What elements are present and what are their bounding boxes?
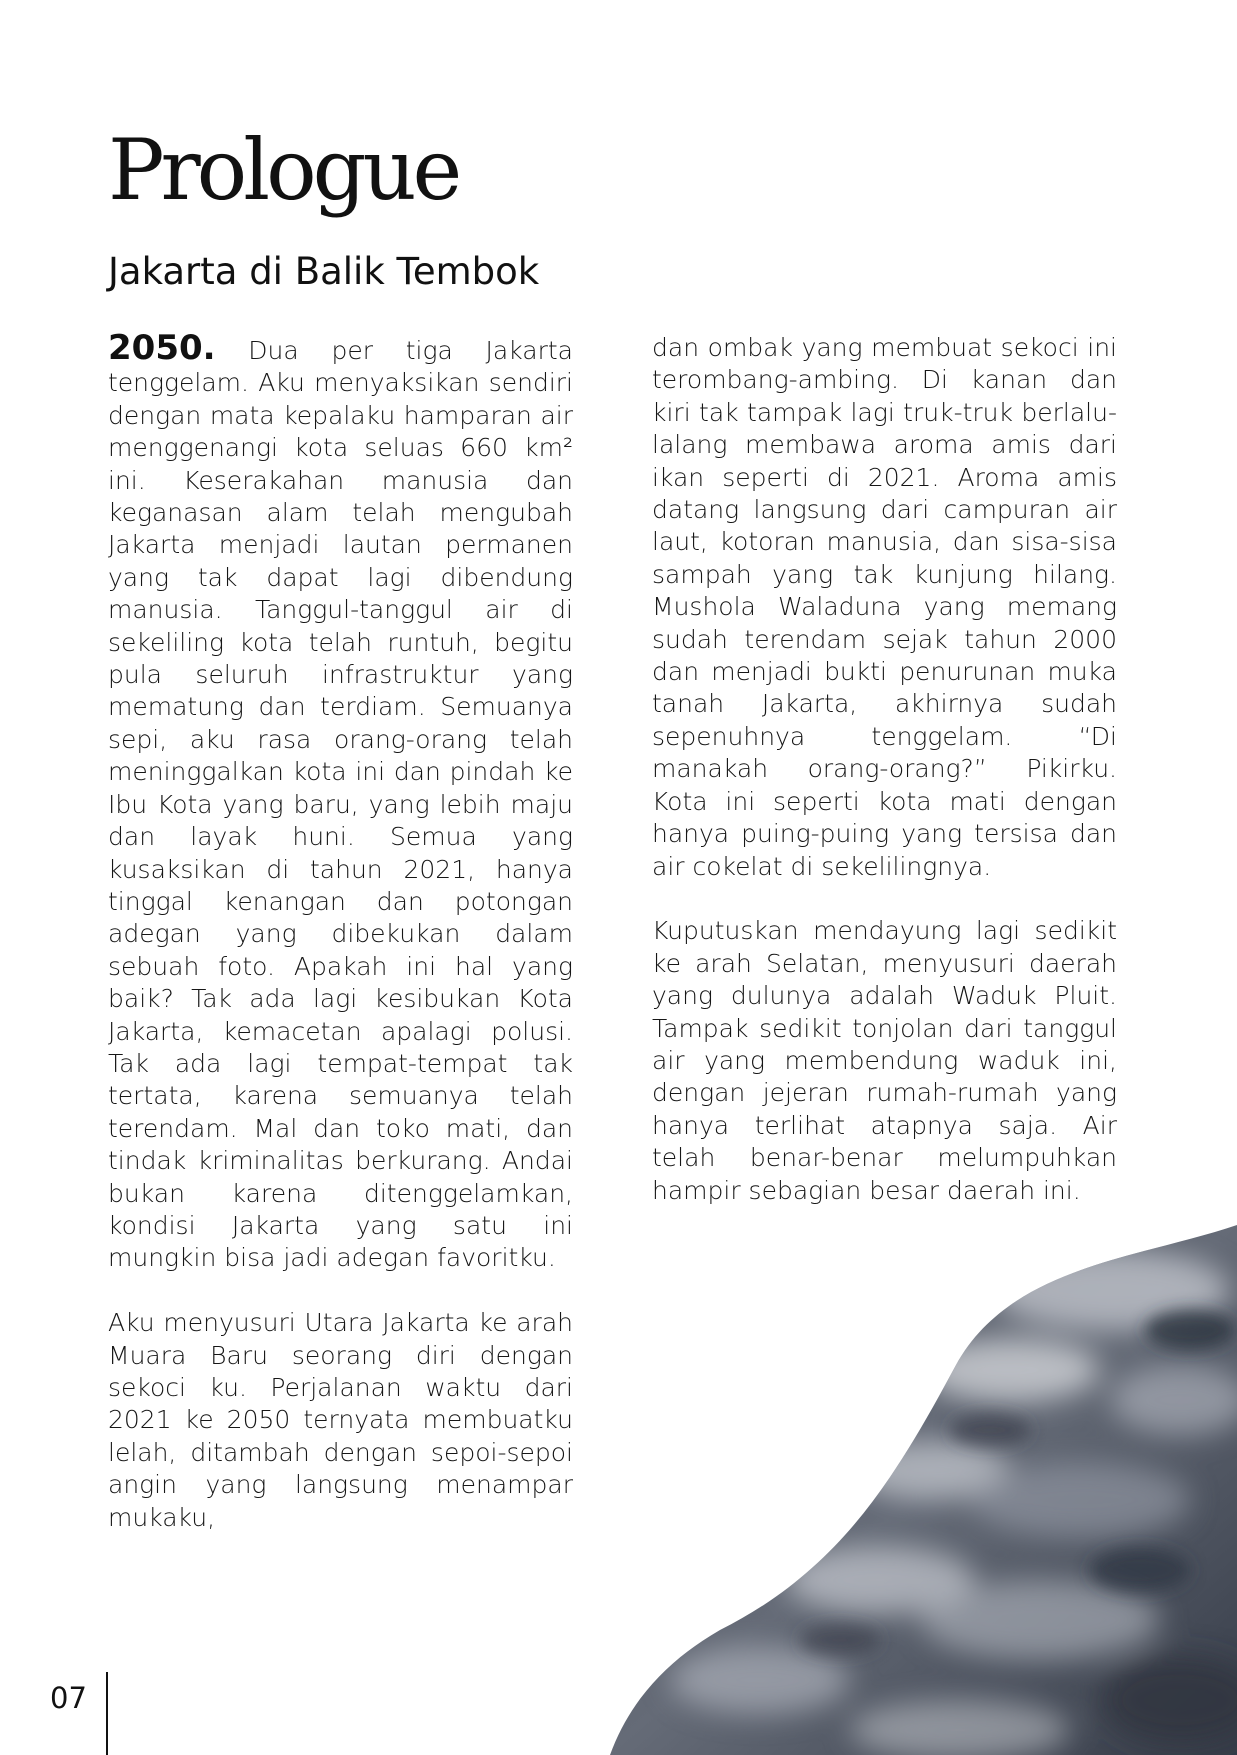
paragraph: Kuputuskan mendayung lagi sedikit ke arah Selatan, menyusuri daerah yang dulunya adalah Waduk Pluit. Tampak sedikit tonjolan dari tanggul air yang membendung waduk ini, dengan jejeran rumah-rumah yang hanya terlihat atapnya saja. Air telah benar-benar melumpuhkan hampir sebagian besar daerah ini.: [652, 916, 1117, 1205]
paragraph: Aku menyusuri Utara Jakarta ke arah Muara Baru seorang diri dengan sekoci ku. Perjalanan waktu dari 2021 ke 2050 ternyata membuatku lelah, ditambah dengan sepoi-sepoi angin yang langsung menampar mukaku,: [108, 1308, 573, 1532]
page-subtitle: Jakarta di Balik Tembok: [108, 250, 540, 293]
paragraph: [108, 328, 573, 1275]
page-number-divider: [106, 1672, 108, 1755]
paragraph-text: Dua per tiga Jakarta tenggelam. Aku menyaksikan sendiri dengan mata kepalaku hamparan air menggenangi kota seluas 660 km² ini. Keserakahan manusia dan keganasan alam telah mengubah Jakarta menjadi lautan permanen yang tak dapat lagi dibendung manusia. Tanggul-tanggul air di sekeliling kota telah runtuh, begitu pula seluruh infrastruktur yang mematung dan terdiam. Semuanya sepi, aku rasa orang-orang telah meninggalkan kota ini dan pindah ke Ibu Kota yang baru, yang lebih maju dan layak huni. Semua yang kusaksikan di tahun 2021, hanya tinggal kenangan dan potongan adegan yang dibekukan dalam sebuah foto. Apakah ini hal yang baik? Tak ada lagi kesibukan Kota Jakarta, kemacetan apalagi polusi. Tak ada lagi tempat-tempat tak tertata, karena semuanya telah terendam. Mal dan toko mati, dan tindak kriminalitas berkurang. Andai bukan karena ditenggelamkan, kondisi Jakarta yang satu ini mungkin bisa jadi adegan favoritku.: [108, 336, 573, 1273]
left-column: [108, 328, 573, 1566]
lead-year: 2050.: [108, 328, 216, 368]
right-column: [652, 332, 1117, 1239]
paragraph: dan ombak yang membuat sekoci ini terombang-ambing. Di kanan dan kiri tak tampak lagi truk-truk berlalu-lalang membawa aroma amis dari ikan seperti di 2021. Aroma amis datang langsung dari campuran air laut, kotoran manusia, dan sisa-sisa sampah yang tak kunjung hilang. Mushola Waladuna yang memang sudah terendam sejak tahun 2000 dan menjadi bukti penurunan muka tanah Jakarta, akhirnya sudah sepenuhnya tenggelam. “Di manakah orang-orang?” Pikirku. Kota ini seperti kota mati dengan hanya puing-puing yang tersisa dan air cokelat di sekelilingnya.: [652, 333, 1117, 881]
page-number: 07: [50, 1681, 87, 1715]
page-title: Prologue: [108, 121, 459, 219]
